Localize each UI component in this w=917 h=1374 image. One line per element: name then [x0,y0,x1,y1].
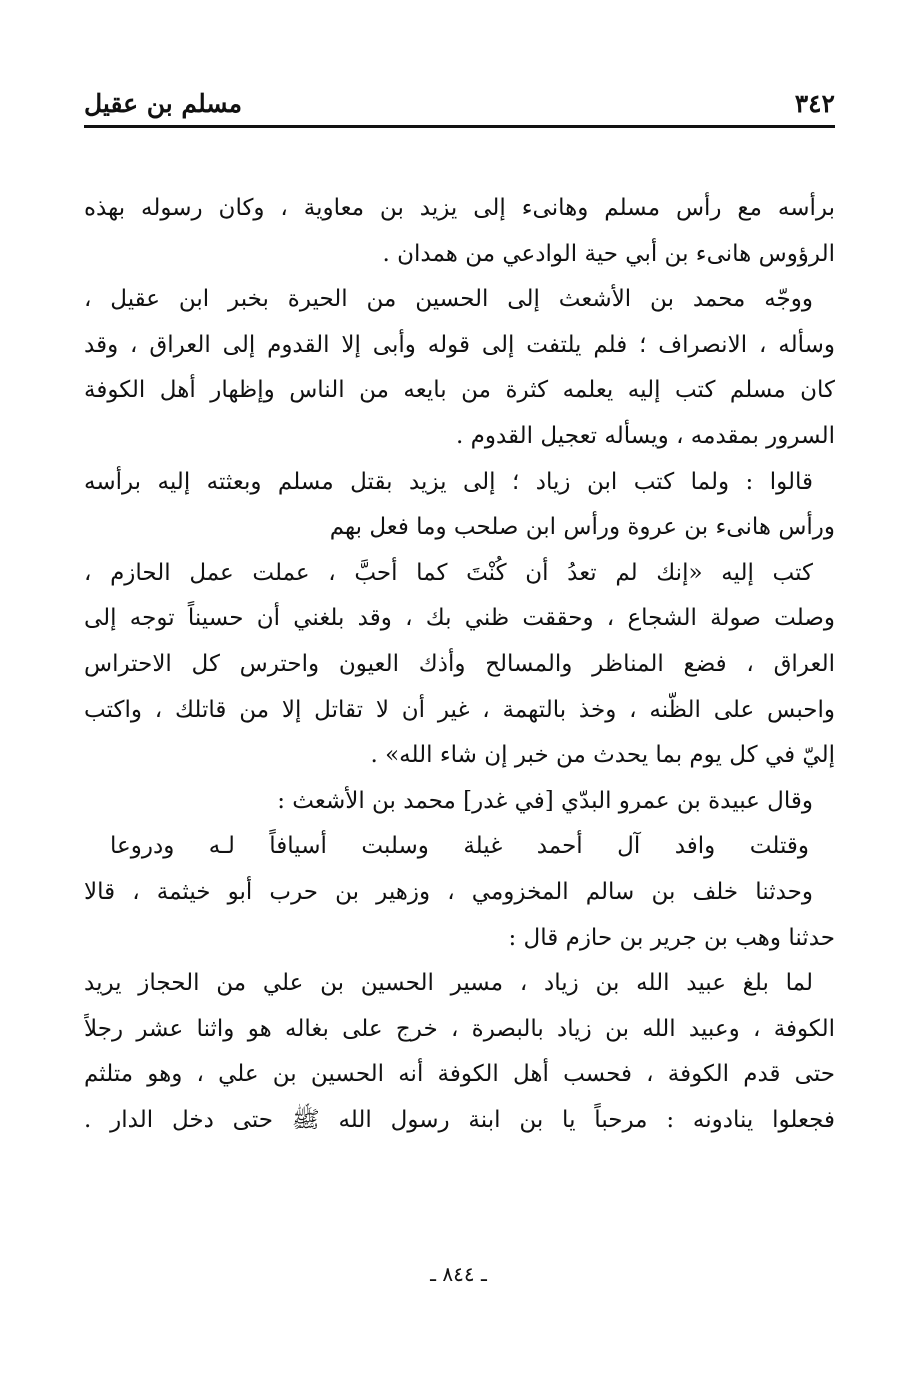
text-line: كان مسلم كتب إليه يعلمه كثرة من بايعه من الناس وإظهار أهل الكوفة [84,377,835,404]
text-line: واحبس على الظّنه ، وخذ بالتهمة ، غير أن لا تقاتل إلا من قاتلك ، واكتب [84,696,835,723]
header-rule [84,125,835,128]
text-line: السرور بمقدمه ، ويسأله تعجيل القدوم . [455,422,835,449]
text-line: حدثنا وهب بن جرير بن حازم قال : [508,924,835,951]
text-line: إليّ في كل يوم بما يحدث من خبر إن شاء الله» . [370,742,835,769]
text-line: وصلت صولة الشجاع ، وحققت ظني بك ، وقد بلغني أن حسيناً توجه إلى [84,605,835,632]
poetry-verse: وقتلت وافد آل أحمد غيلة وسلبت أسيافاً لـه ودروعا [110,833,809,860]
text-line: لما بلغ عبيد الله بن زياد ، مسير الحسين بن علي من الحجاز يريد [84,970,813,997]
running-title: مسلم بن عقيل [84,89,243,118]
page-number: ٣٤٢ [794,89,835,118]
text-line: ورأس هانىء بن عروة ورأس ابن صلحب وما فعل بهم [329,514,835,541]
text-line: الكوفة ، وعبيد الله بن زياد بالبصرة ، خرج على بغاله هو واثنا عشر رجلاً [84,1015,835,1042]
text-line: وقال عبيدة بن عمرو البدّي [في غدر] محمد بن الأشعث : [277,787,813,814]
text-line: وسأله ، الانصراف ؛ فلم يلتفت إلى قوله وأبى إلا القدوم إلى العراق ، وقد [84,331,835,358]
text-line: كتب إليه «إنك لم تعدُ أن كُنْتَ كما أحبَّ ، عملت عمل الحازم ، [84,559,813,586]
text-line: فجعلوا ينادونه : مرحباً يا بن ابنة رسول الله ﷺ حتى دخل الدار . [84,1106,835,1133]
text-line: ووجّه محمد بن الأشعث إلى الحسين من الحيرة بخبر ابن عقيل ، [84,286,813,313]
text-line: حتى قدم الكوفة ، فحسب أهل الكوفة أنه الحسين بن علي ، وهو متلثم [84,1061,835,1088]
page-footer-marker: ـ ٨٤٤ ـ [430,1262,487,1286]
text-line: قالوا : ولما كتب ابن زياد ؛ إلى يزيد بقتل مسلم وبعثته إليه برأسه [84,468,813,495]
text-line: برأسه مع رأس مسلم وهانىء إلى يزيد بن معاوية ، وكان رسوله بهذه [84,195,835,221]
page-header [84,76,835,128]
body-text [84,186,835,1143]
text-line: العراق ، فضع المناظر والمسالح وأذك العيون واحترس كل الاحتراس [84,650,835,677]
text-line: الرؤوس هانىء بن أبي حية الوادعي من همدان . [382,240,835,267]
text-line: وحدثنا خلف بن سالم المخزومي ، وزهير بن حرب أبو خيثمة ، قالا [84,878,813,905]
